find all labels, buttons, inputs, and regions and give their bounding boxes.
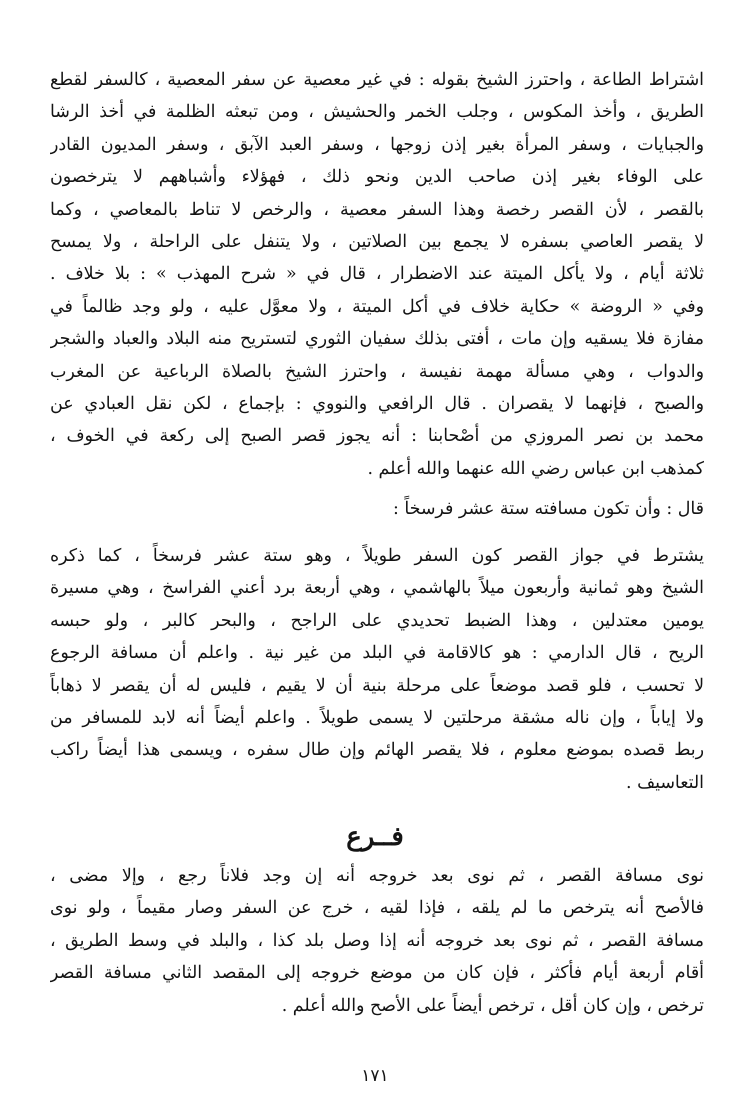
text-line: والدواب ، وهي مسألة مهمة نفيسة ، واحترز الشيخ بالصلاة الرباعية عن المغرب — [50, 361, 704, 382]
text-line: يشترط في جواز القصر كون السفر طويلاً ، وهو ستة عشر فرسخاً ، كما ذكره — [50, 546, 704, 566]
text-line: لا تحسب ، فلو قصد موضعاً على مرحلة بنية أن لا يقيم ، فليس له أن يقصر لا ذهاباً — [50, 675, 704, 696]
text-line: الشيخ وهو ثمانية وأربعون ميلاً بالهاشمي ، وهي أربعة برد أعني الفراسخ ، وهي مسيرة — [50, 578, 704, 599]
matn-quote-distance — [50, 493, 704, 525]
section-heading: فــرع — [346, 822, 404, 852]
paragraph-travel-disobedience — [50, 64, 704, 485]
text-line: ولا إياباً ، وإن ناله مشقة مرحلتين لا يسمى طويلاً . واعلم أيضاً أنه لابد للمسافر من — [50, 707, 704, 728]
text-line: التعاسيف . — [626, 772, 704, 793]
text-line: يومين معتدلين ، وهذا الضبط تحديدي على الراجح ، والبحر كالبر ، ولو حبسه — [50, 610, 704, 631]
text-line: على الوفاء بغير إذن صاحب الدين ونحو ذلك ، فهؤلاء وأشباههم لا يترخصون — [50, 167, 704, 188]
text-line: ثلاثة أيام ، ولا يأكل الميتة عند الاضطرار ، قال في « شرح المهذب » : بلا خلاف . — [50, 264, 704, 285]
text-line: ترخص ، وإن كان أقل ، ترخص أيضاً على الأصح والله أعلم . — [281, 995, 704, 1016]
text-line: نوى مسافة القصر ، ثم نوى بعد خروجه أنه إن وجد فلاناً رجع ، وإلا مضى ، — [50, 866, 704, 886]
text-line: أقام أربعة أيام فأكثر ، فإن كان من موضع خروجه إلى المقصد الثاني مسافة القصر — [50, 963, 704, 984]
text-line: والصبح ، فإنهما لا يقصران . قال الرافعي والنووي : بإجماع ، لكن نقل العبادي عن — [50, 393, 704, 414]
paragraph-distance-condition — [50, 540, 704, 799]
text-line: الريح ، قال الدارمي : هو كالاقامة في البلد من غير نية . واعلم أن مسافة الرجوع — [50, 643, 704, 664]
paragraph-branch — [50, 860, 704, 1022]
text-line: والجبايات ، وسفر المرأة بغير إذن زوجها ، وسفر العبد الآبق ، وسفر المديون القادر — [50, 134, 704, 155]
text-line: الطريق ، وأخذ المكوس ، وجلب الخمر والحشيش ، ومن تبعثه الظلمة في أخذ الرشا — [50, 102, 704, 123]
text-line: مسافة القصر ، ثم نوى بعد خروجه أنه إذا وصل بلد كذا ، والبلد في وسط الطريق ، — [50, 930, 704, 951]
page-number: ١٧١ — [361, 1066, 389, 1086]
text-line: ربط قصده بموضع معلوم ، فلا يقصر الهائم وإن طال سفره ، ويسمى هذا أيضاً راكب — [50, 740, 704, 761]
text-line: فالأصح أنه يترخص ما لم يلقه ، فإذا لقيه ، خرج عن السفر وصار مقيماً ، ولو نوى — [50, 898, 704, 919]
text-line: مفازة فلا يسقيه وإن مات ، أفتى بذلك سفيان الثوري لتستريح منه البلاد والعباد والشجر — [50, 329, 704, 350]
text-line: قال : وأن تكون مسافته ستة عشر فرسخاً : — [392, 499, 704, 519]
text-line: محمد بن نصر المروزي من أصْحابنا : أنه يجوز قصر الصبح إلى ركعة في الخوف ، — [50, 426, 704, 447]
text-line: كمذهب ابن عباس رضي الله عنهما والله أعلم . — [367, 458, 704, 479]
text-line: وفي « الروضة » حكاية خلاف في أكل الميتة ، ولا معوَّل عليه ، ولو وجد ظالماً في — [50, 296, 704, 317]
text-line: بالقصر ، لأن القصر رخصة وهذا السفر معصية ، والرخص لا تناط بالمعاصي ، وكما — [50, 199, 704, 220]
text-line: لا يقصر العاصي بسفره لا يجمع بين الصلاتين ، ولا يتنفل على الراحلة ، ولا يمسح — [50, 231, 704, 252]
text-line: اشتراط الطاعة ، واحترز الشيخ بقوله : في غير معصية عن سفر المعصية ، كالسفر لقطع — [50, 70, 704, 90]
